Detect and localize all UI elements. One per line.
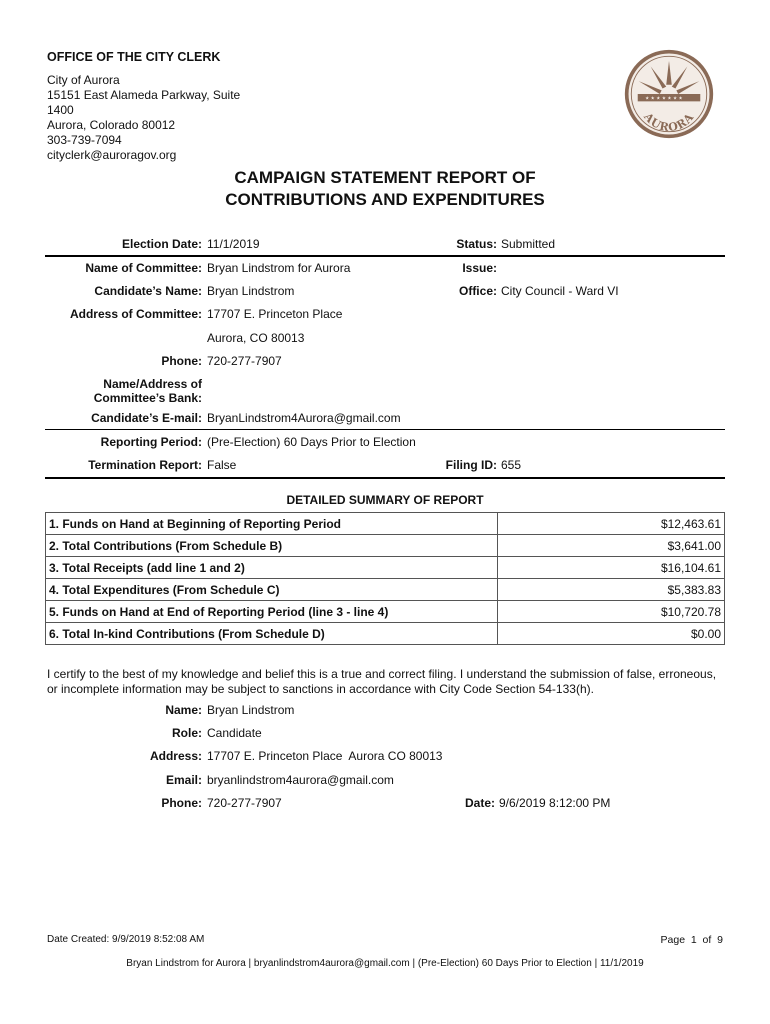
page-number: Page 1 of 9 [660, 934, 723, 946]
summary-amount: $5,383.83 [498, 579, 725, 601]
address-line: 1400 [47, 103, 74, 117]
address-line: Aurora, Colorado 80012 [47, 118, 176, 132]
table-row [46, 579, 725, 601]
bank-label-line-2: Committee’s Bank: [93, 391, 202, 405]
office-label: Office: [458, 284, 497, 298]
phone-label: Phone: [161, 354, 202, 368]
certification-text: I certify to the best of my knowledge and belief this is a true and correct filing. I understand the submission of false, erroneous, or incomplete information may be subject to sanctions in accordance with City Code Section 54-133(h). [47, 667, 717, 696]
divider [45, 429, 725, 430]
table-row [46, 535, 725, 557]
committee-address-line-2: Aurora, CO 80013 [207, 331, 305, 345]
report-title [0, 167, 770, 211]
cert-role-label: Role: [172, 726, 202, 740]
termination-label: Termination Report: [88, 458, 202, 472]
summary-table [45, 512, 725, 645]
phone-value: 720-277-7907 [207, 354, 282, 368]
cert-address-label: Address: [149, 749, 202, 763]
table-row [46, 601, 725, 623]
cert-name-label: Name: [165, 703, 202, 717]
cert-email-label: Email: [165, 773, 202, 787]
cert-phone-label: Phone: [161, 796, 202, 810]
committee-name-label: Name of Committee: [85, 261, 202, 275]
address-line: 15151 East Alameda Parkway, Suite [47, 88, 241, 102]
reporting-period-value: (Pre-Election) 60 Days Prior to Election [207, 435, 416, 449]
summary-desc: 3. Total Receipts (add line 1 and 2) [46, 557, 498, 579]
filing-id-label: Filing ID: [445, 458, 497, 472]
email-value: BryanLindstrom4Aurora@gmail.com [207, 411, 401, 425]
summary-amount: $3,641.00 [498, 535, 725, 557]
office-address [47, 73, 277, 163]
cert-email-value: bryanlindstrom4aurora@gmail.com [207, 773, 394, 787]
cert-phone-value: 720-277-7907 [207, 796, 282, 810]
divider [45, 255, 725, 257]
candidate-name-label: Candidate’s Name: [94, 284, 202, 298]
election-date-value: 11/1/2019 [207, 237, 260, 251]
office-value: City Council - Ward VI [501, 284, 619, 298]
summary-desc: 4. Total Expenditures (From Schedule C) [46, 579, 498, 601]
bank-label [2, 377, 202, 405]
summary-desc: 2. Total Contributions (From Schedule B) [46, 535, 498, 557]
summary-heading: DETAILED SUMMARY OF REPORT [286, 493, 484, 507]
election-date-label: Election Date: [121, 237, 202, 251]
divider [45, 477, 725, 479]
reporting-period-label: Reporting Period: [100, 435, 202, 449]
issue-label: Issue: [462, 261, 497, 275]
seal-text: AURORA [641, 110, 697, 135]
svg-text:★ ★ ★ ★ ★ ★ ★: ★ ★ ★ ★ ★ ★ ★ [645, 96, 683, 102]
address-line: 303-739-7094 [47, 133, 122, 147]
filing-id-value: 655 [501, 458, 522, 472]
cert-date-value: 9/6/2019 8:12:00 PM [499, 796, 611, 810]
bank-label-line-1: Name/Address of [103, 377, 202, 391]
city-seal-logo [623, 48, 715, 140]
address-line: cityclerk@auroragov.org [47, 148, 177, 162]
date-created: Date Created: 9/9/2019 8:52:08 AM [47, 934, 205, 945]
summary-desc: 1. Funds on Hand at Beginning of Reporting Period [46, 513, 498, 535]
status-value: Submitted [501, 237, 556, 251]
office-name: OFFICE OF THE CITY CLERK [47, 50, 221, 64]
cert-date-label: Date: [464, 796, 495, 810]
title-line-2: CONTRIBUTIONS AND EXPENDITURES [225, 190, 545, 209]
status-label: Status: [456, 237, 497, 251]
title-line-1: CAMPAIGN STATEMENT REPORT OF [234, 168, 536, 187]
summary-amount: $16,104.61 [498, 557, 725, 579]
table-row [46, 623, 725, 645]
table-row [46, 557, 725, 579]
summary-desc: 6. Total In-kind Contributions (From Schedule D) [46, 623, 498, 645]
summary-desc: 5. Funds on Hand at End of Reporting Period (line 3 - line 4) [46, 601, 498, 623]
address-line: City of Aurora [47, 73, 120, 87]
footer-summary: Bryan Lindstrom for Aurora | bryanlindstrom4aurora@gmail.com | (Pre-Election) 60 Days Prior to Election | 11/1/2019 [126, 958, 644, 969]
committee-name-value: Bryan Lindstrom for Aurora [207, 261, 351, 275]
cert-address-value: 17707 E. Princeton Place Aurora CO 80013 [207, 749, 443, 763]
summary-amount: $10,720.78 [498, 601, 725, 623]
termination-value: False [207, 458, 237, 472]
candidate-name-value: Bryan Lindstrom [207, 284, 295, 298]
cert-role-value: Candidate [207, 726, 262, 740]
cert-name-value: Bryan Lindstrom [207, 703, 295, 717]
committee-address-label: Address of Committee: [69, 307, 202, 321]
summary-amount: $0.00 [498, 623, 725, 645]
email-label: Candidate’s E-mail: [91, 411, 202, 425]
summary-amount: $12,463.61 [498, 513, 725, 535]
table-row [46, 513, 725, 535]
committee-address-line-1: 17707 E. Princeton Place [207, 307, 343, 321]
